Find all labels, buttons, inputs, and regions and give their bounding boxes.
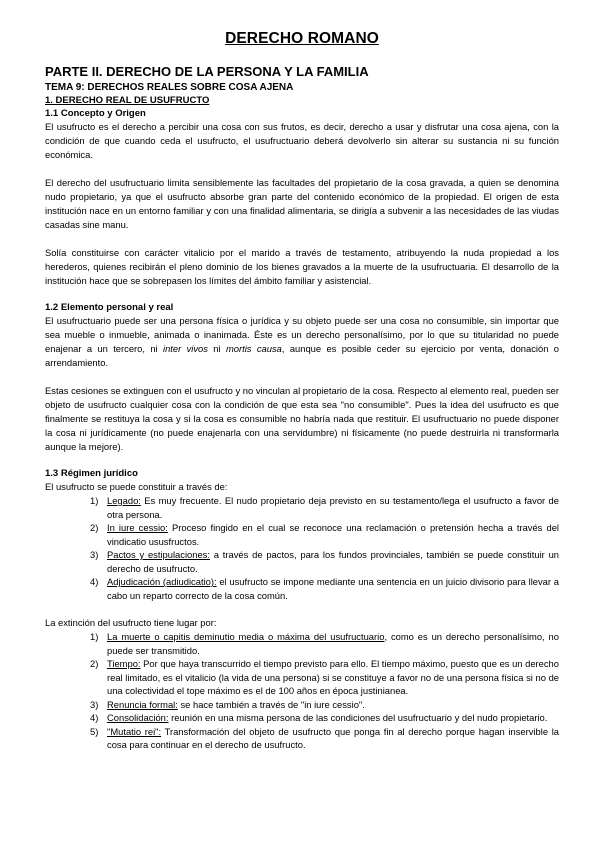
paragraph: El usufructuario puede ser una persona física o jurídica y su objeto puede ser una cosa no consumible, sin importar que sea mueble o inmueble, animada o inanimada. Éste es un derecho personalísimo, por lo que su titularidad no puede enajenar a un tercero, ni inter vivos ni mortis causa, aunque es posible ceder su ejercicio por venta, donación o arrendamiento.	[45, 315, 559, 368]
subsection-heading: 1.3 Régimen jurídico	[45, 468, 138, 479]
list-item: 4) Consolidación: reunión en una misma persona de las condiciones del usufructuario y del nudo propietario.	[90, 712, 548, 723]
subsection-heading: 1.2 Elemento personal y real	[45, 302, 174, 313]
constitution-list	[45, 494, 559, 602]
list-intro: La extinción del usufructo tiene lugar por:	[45, 617, 217, 628]
list-intro: El usufructo se puede constituir a través de:	[45, 481, 228, 492]
paragraph: Solía constituirse con carácter vitalicio por el marido a través de testamento, atribuyendo la nuda propiedad a los herederos, quienes recibirán el pleno dominio de los bienes gravados a la muerte de la usufructuaria. El desarrollo de la institución hace que se sobrepasen los límites del ámbito familiar y asistencial.	[45, 247, 559, 286]
list-item: 2) In iure cessio: Proceso fingido en el cual se reconoce una reclamación o pretensión hecha a través del vindicatio ususfructos.	[90, 522, 559, 547]
list-item: 2) Tiempo: Por que haya transcurrido el tiempo previsto para ello. El tiempo máximo, puesto que es un derecho real limitado, es el vitalicio (la vida de una persona) si se constituye a favor no de una persona física si no de una colectividad el tope máximo es el de 100 años en época justinianea.	[90, 658, 559, 696]
paragraph: Estas cesiones se extinguen con el usufructo y no vinculan al propietario de la cosa. Respecto al elemento real, pueden ser objeto de usufructo cualquier cosa con la condición de que esta sea "no consumible". Pues la idea del usufructo es que finalmente se restituya la cosa y si la cosa es consumible no habría nada que restituir. El usufructuario no puede disponer la cosa ni jurídicamente (no puede enajenarla con una servidumbre) ni físicamente (no puede destruirla ni transformarla aunque la mejore).	[45, 385, 559, 452]
part-title: PARTE II. DERECHO DE LA PERSONA Y LA FAMILIA	[45, 64, 369, 79]
list-item: 4) Adjudicación (adiudicatio): el usufructo se impone mediante una sentencia en un juicio divisorio para llevar a cabo un reparto correcto de la cosa común.	[90, 576, 559, 601]
section-title: 1. DERECHO REAL DE USUFRUCTO	[45, 95, 210, 106]
paragraph: El usufructo es el derecho a percibir una cosa con sus frutos, es decir, derecho a usar y disfrutar una cosa ajena, con la condición de que cuando ceda el usufructo, el usufructuario deberá devolverlo sin alterar su sustancia ni su función económica.	[45, 121, 559, 160]
document-title: DERECHO ROMANO	[225, 30, 379, 47]
tema-title: TEMA 9: DERECHOS REALES SOBRE COSA AJENA	[45, 82, 294, 93]
list-item: 1) Legado: Es muy frecuente. El nudo propietario deja previsto en su testamento/lega el usufructo a favor de otra persona.	[90, 495, 559, 520]
subsection-heading: 1.1 Concepto y Origen	[45, 108, 146, 119]
document-page	[45, 30, 559, 752]
list-item: 5) "Mutatio rei": Transformación del objeto de usufructo que ponga fin al derecho porque hagan inservible la cosa para continuar en el derecho de usufructo.	[90, 725, 559, 750]
list-item: 1) La muerte o capitis deminutio media o máxima del usufructuario, como es un derecho personalísimo, no puede ser transmitido.	[90, 631, 559, 656]
list-item: 3) Renuncia formal: se hace también a través de "in iure cessio".	[90, 698, 365, 710]
extinction-list	[45, 630, 559, 752]
paragraph: El derecho del usufructuario limita sensiblemente las facultades del propietario de la cosa gravada, a quien se denomina nudo propietario, ya que el usufructo absorbe gran parte del contenido económico de la propiedad. El origen de esta institución nace en un entorno familiar y con una finalidad alimentaria, se dirigía a subvenir a las necesidades de las viudas casadas sine manu.	[45, 177, 559, 230]
list-item: 3) Pactos y estipulaciones: a través de pactos, para los fundos provinciales, también se puede constituir un derecho de usufructo.	[90, 549, 560, 574]
